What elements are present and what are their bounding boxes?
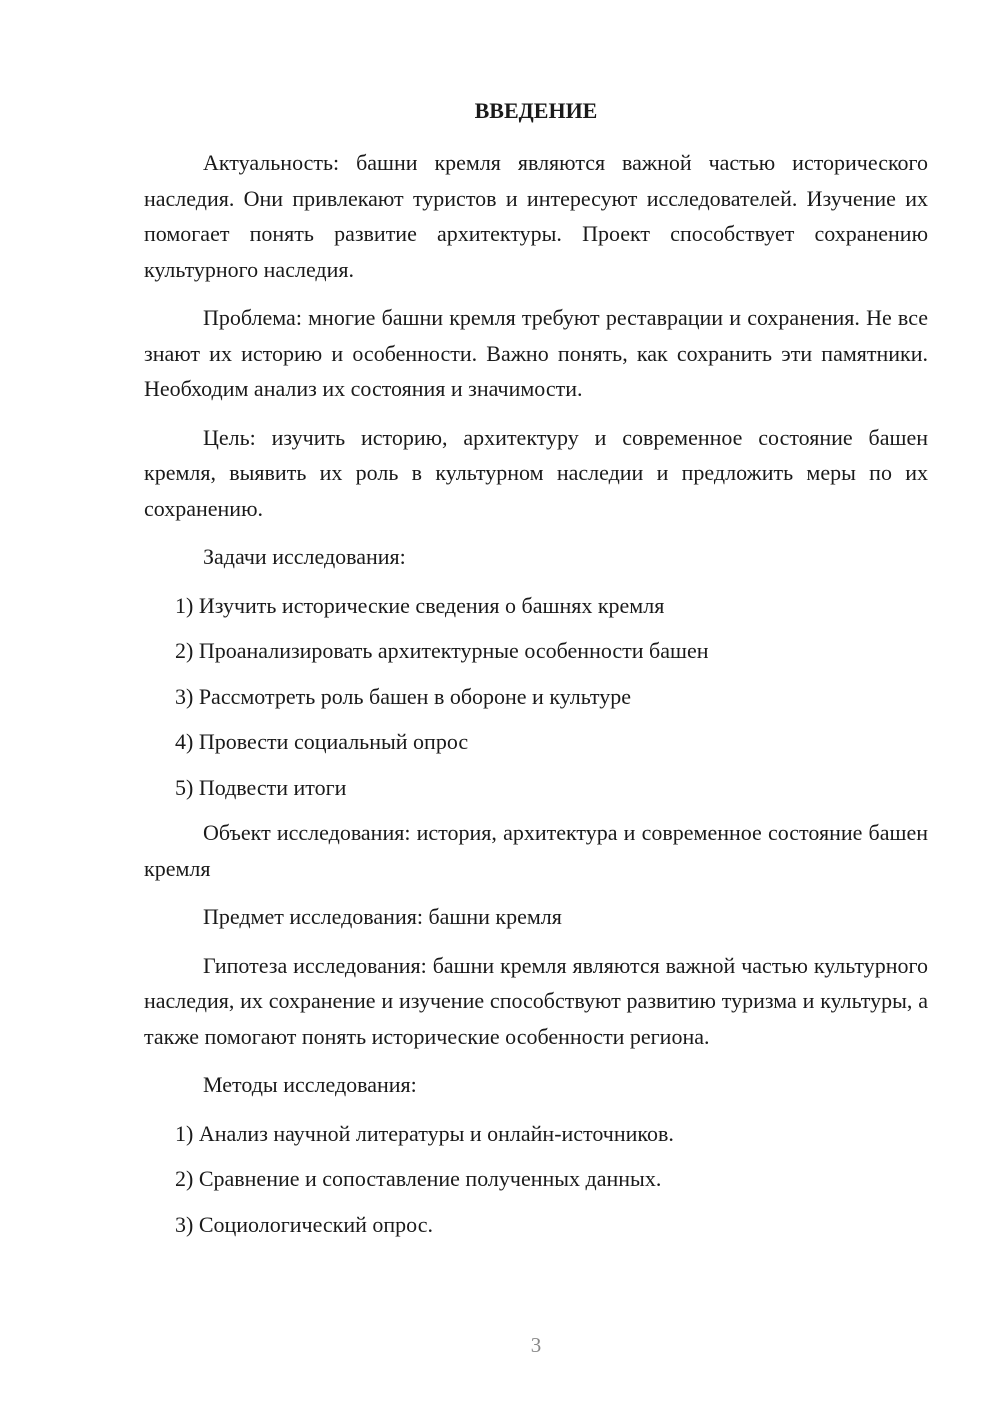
tasks-list xyxy=(144,588,928,806)
list-item: 3) Социологический опрос. xyxy=(175,1211,433,1237)
object-paragraph: Объект исследования: история, архитектура и современное состояние башен кремля xyxy=(144,820,928,881)
list-item: 3) Рассмотреть роль башен в обороне и культуре xyxy=(175,683,632,709)
list-item: 5) Подвести итоги xyxy=(175,774,347,800)
section-title: ВВЕДЕНИЕ xyxy=(474,98,598,123)
list-item: 1) Анализ научной литературы и онлайн-источников. xyxy=(175,1120,674,1146)
hypothesis-paragraph: Гипотеза исследования: башни кремля являются важной частью культурного наследия, их сохранение и изучение способствуют развитию туризма и культуры, а также помогают понять исторические особенности региона. xyxy=(144,952,928,1049)
list-item: 2) Сравнение и сопоставление полученных данных. xyxy=(175,1166,662,1191)
list-item: 2) Проанализировать архитектурные особенности башен xyxy=(175,638,709,663)
problem-paragraph: Проблема: многие башни кремля требуют реставрации и сохранения. Не все знают их историю и особенности. Важно понять, как сохранить эти памятники. Необходим анализ их состояния и значимости. xyxy=(144,305,928,401)
relevance-paragraph: Актуальность: башни кремля являются важной частью исторического наследия. Они привлекают туристов и интересуют исследователей. Изучение их помогает понять развитие архитектуры. Проект способствует сохранению культурного наследия. xyxy=(144,150,928,282)
methods-heading: Методы исследования: xyxy=(203,1072,417,1097)
tasks-heading: Задачи исследования: xyxy=(203,544,406,569)
page-number: 3 xyxy=(530,1333,542,1357)
document-page xyxy=(144,93,928,1252)
goal-paragraph: Цель: изучить историю, архитектуру и современное состояние башен кремля, выявить их роль в культурном наследии и предложить меры по их сохранению. xyxy=(144,424,928,521)
methods-list xyxy=(144,1116,928,1243)
list-item: 1) Изучить исторические сведения о башнях кремля xyxy=(175,592,665,618)
subject-paragraph: Предмет исследования: башни кремля xyxy=(203,904,562,929)
list-item: 4) Провести социальный опрос xyxy=(175,729,469,754)
